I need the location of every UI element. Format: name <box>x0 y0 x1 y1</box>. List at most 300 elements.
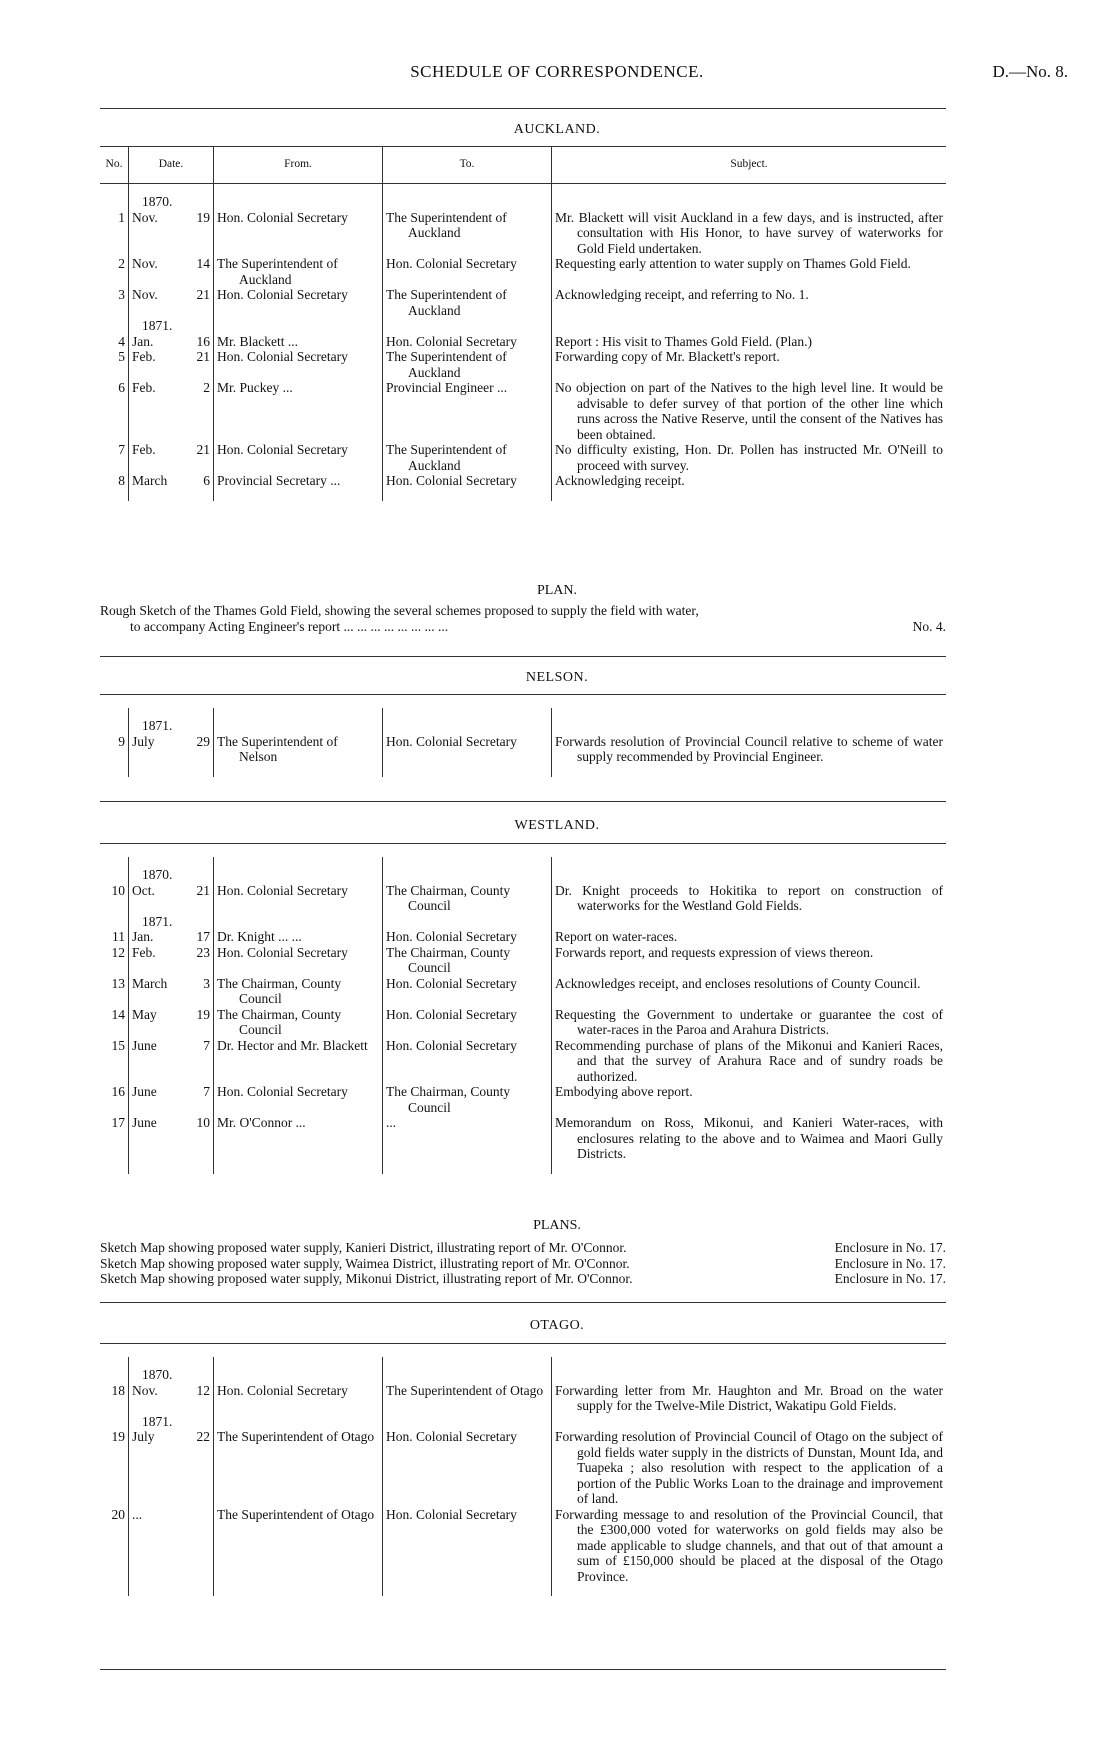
row-from <box>214 945 383 976</box>
year-cell-spacer <box>100 318 129 334</box>
year-cell-spacer <box>214 867 383 883</box>
row-number-text: 4 <box>118 333 125 349</box>
from-text: The Superintendent of Otago <box>217 1429 375 1444</box>
row-date <box>129 929 214 945</box>
date-month: Feb. <box>132 442 156 457</box>
date-day: 16 <box>196 333 210 349</box>
row-number <box>100 210 129 257</box>
date-month: ... <box>132 1506 143 1522</box>
row-number <box>100 442 129 473</box>
row-subject <box>552 473 947 501</box>
row-date <box>129 349 214 380</box>
date-month: Nov. <box>132 287 158 302</box>
section-title-nelson: NELSON. <box>525 670 589 685</box>
date-month: Feb. <box>132 380 156 395</box>
divider <box>100 843 946 844</box>
row-date <box>129 945 214 976</box>
row-subject <box>552 1383 947 1414</box>
year-cell-spacer <box>100 1367 129 1383</box>
date-day: 17 <box>196 929 210 944</box>
date-year: 1871. <box>142 913 173 929</box>
row-from <box>214 883 383 914</box>
spacer-cell <box>552 857 947 867</box>
spacer-cell <box>552 708 947 718</box>
date-month: Nov. <box>132 1382 158 1398</box>
spacer-cell <box>100 1357 129 1367</box>
divider <box>100 656 946 657</box>
to-text: Hon. Colonial Secretary <box>386 975 517 991</box>
date-year: 1870. <box>142 867 173 882</box>
row-subject <box>552 929 947 945</box>
date-month: Jan. <box>132 929 154 944</box>
subject-text: Forwards report, and requests expression of views thereon. <box>555 944 874 960</box>
to-text: The Superintendent of Auckland <box>386 442 507 473</box>
date-wrap <box>132 883 210 899</box>
table-row <box>100 210 946 257</box>
date-month: June <box>132 1115 157 1130</box>
date-month: Nov. <box>132 256 158 271</box>
from-text: Provincial Secretary ... <box>217 473 341 488</box>
plan-title: PLAN. <box>536 583 578 598</box>
row-date <box>129 1383 214 1414</box>
row-number-text: 13 <box>111 975 125 991</box>
row-from <box>214 210 383 257</box>
to-text: The Chairman, County Council <box>386 882 511 913</box>
table-otago <box>100 1357 946 1596</box>
year-cell <box>129 718 214 734</box>
subject-text: Forwarding letter from Mr. Haughton and Mr. Broad on the water supply for the Twelve-Mile District, Wakatipu Gold Fields. <box>555 1382 943 1413</box>
to-text: Hon. Colonial Secretary <box>386 1006 517 1022</box>
row-number-text: 10 <box>111 882 125 898</box>
table-westland <box>100 857 946 1174</box>
row-from <box>214 334 383 350</box>
row-date <box>129 334 214 350</box>
row-to <box>383 1007 552 1038</box>
date-wrap <box>132 734 210 750</box>
divider <box>100 108 946 109</box>
from-text: Mr. Blackett ... <box>217 333 298 349</box>
date-day: 7 <box>203 1037 210 1053</box>
col-header-to: To. <box>383 147 552 184</box>
plan-block <box>100 603 946 634</box>
year-cell <box>129 867 214 883</box>
year-cell-spacer <box>552 914 947 930</box>
row-from <box>214 1007 383 1038</box>
date-month: June <box>132 1037 157 1053</box>
date-day: 19 <box>196 1006 210 1022</box>
row-to <box>383 1383 552 1414</box>
subject-text: Acknowledging receipt, and referring to No. 1. <box>555 287 809 302</box>
year-cell-spacer <box>100 914 129 930</box>
year-cell-spacer <box>383 318 552 334</box>
row-number-text: 12 <box>111 944 125 960</box>
date-wrap <box>132 1115 210 1131</box>
row-number-text: 14 <box>111 1006 125 1022</box>
date-month: March <box>132 473 168 488</box>
row-subject <box>552 976 947 1007</box>
row-from <box>214 1383 383 1414</box>
row-subject <box>552 210 947 257</box>
row-number-text: 9 <box>118 733 125 749</box>
date-wrap <box>132 287 210 303</box>
row-number <box>100 1429 129 1507</box>
from-text: Hon. Colonial Secretary <box>217 1084 348 1099</box>
row-to <box>383 1038 552 1085</box>
spacer-cell <box>100 708 129 718</box>
date-day: 14 <box>196 256 210 271</box>
from-text: The Superintendent of Otago <box>217 1506 375 1522</box>
to-text: Hon. Colonial Secretary <box>386 1429 517 1444</box>
plan-item <box>100 1256 946 1272</box>
spacer-cell <box>214 184 383 195</box>
row-from <box>214 734 383 777</box>
subject-text: Dr. Knight proceeds to Hokitika to report on construction of waterworks for the Westland Gold Fields. <box>555 882 943 913</box>
row-date <box>129 734 214 777</box>
spacer-cell <box>214 857 383 867</box>
to-text: Hon. Colonial Secretary <box>386 1037 517 1053</box>
spacer-cell <box>129 708 214 718</box>
row-from <box>214 929 383 945</box>
divider <box>100 801 946 802</box>
row-date <box>129 1084 214 1115</box>
row-to <box>383 287 552 318</box>
table-row <box>100 349 946 380</box>
row-number-text: 2 <box>118 256 125 271</box>
row-number-text: 16 <box>111 1084 125 1099</box>
plans-title: PLANS. <box>533 1218 581 1233</box>
table-row <box>100 929 946 945</box>
year-row <box>100 718 946 734</box>
plan-item <box>100 1271 946 1287</box>
table-row <box>100 380 946 442</box>
row-number <box>100 976 129 1007</box>
year-cell-spacer <box>214 318 383 334</box>
col-header-from: From. <box>214 147 383 184</box>
date-wrap <box>132 473 210 489</box>
to-text: The Chairman, County Council <box>386 944 511 975</box>
row-date <box>129 1007 214 1038</box>
plan-item-reference: Enclosure in No. 17. <box>834 1240 946 1255</box>
from-text: Hon. Colonial Secretary <box>217 442 348 457</box>
date-day: 19 <box>196 209 210 225</box>
row-subject <box>552 883 947 914</box>
subject-text: Requesting the Government to undertake or guarantee the cost of water-races in the Paroa and Arahura Districts. <box>555 1006 943 1037</box>
date-wrap <box>132 1383 210 1399</box>
to-text: ... <box>386 1115 397 1130</box>
row-subject <box>552 380 947 442</box>
date-month: May <box>132 1006 157 1022</box>
date-year: 1870. <box>142 1367 173 1382</box>
row-subject <box>552 334 947 350</box>
date-wrap <box>132 1038 210 1054</box>
date-day: 2 <box>203 380 210 395</box>
year-row <box>100 1414 946 1430</box>
table-row <box>100 1115 946 1174</box>
date-wrap <box>132 1429 210 1445</box>
spacer-cell <box>100 184 129 195</box>
row-subject <box>552 256 947 287</box>
plan-item-text: Sketch Map showing proposed water supply, Waimea District, illustrating report of Mr. O'Connor. <box>100 1255 630 1271</box>
year-cell-spacer <box>383 914 552 930</box>
date-day: 23 <box>196 944 210 960</box>
row-date <box>129 256 214 287</box>
spacer-cell <box>214 1357 383 1367</box>
date-day: 29 <box>196 733 210 749</box>
row-number-text: 15 <box>111 1037 125 1053</box>
date-month: July <box>132 733 155 749</box>
row-to <box>383 380 552 442</box>
to-text: Hon. Colonial Secretary <box>386 333 517 349</box>
subject-text: Recommending purchase of plans of the Mikonui and Kanieri Races, and that the survey of Arahura Race and of sundry roads be authorized. <box>555 1037 943 1084</box>
row-to <box>383 256 552 287</box>
date-day: 6 <box>203 473 210 488</box>
section-title-otago: OTAGO. <box>529 1318 585 1333</box>
row-from <box>214 976 383 1007</box>
page-reference: D.—No. 8. <box>992 62 1068 81</box>
row-number <box>100 334 129 350</box>
row-number <box>100 473 129 501</box>
row-number-text: 17 <box>111 1115 125 1130</box>
table-row <box>100 473 946 501</box>
row-date <box>129 210 214 257</box>
plan-item-text: Sketch Map showing proposed water supply, Kanieri District, illustrating report of Mr. O'Connor. <box>100 1240 627 1255</box>
year-row <box>100 1367 946 1383</box>
row-from <box>214 1084 383 1115</box>
row-number-text: 5 <box>118 349 125 364</box>
table-row <box>100 883 946 914</box>
row-date <box>129 976 214 1007</box>
date-day: 3 <box>203 975 210 991</box>
row-number <box>100 1383 129 1414</box>
date-wrap <box>132 1007 210 1023</box>
from-text: Hon. Colonial Secretary <box>217 349 348 364</box>
divider <box>100 1302 946 1303</box>
row-to <box>383 349 552 380</box>
row-number-text: 11 <box>112 929 125 944</box>
table-row <box>100 1084 946 1115</box>
date-wrap <box>132 929 210 945</box>
row-number-text: 6 <box>118 380 125 395</box>
table-auckland <box>100 147 946 501</box>
year-cell <box>129 1414 214 1430</box>
row-from <box>214 442 383 473</box>
row-to <box>383 1507 552 1597</box>
date-year: 1871. <box>142 718 173 733</box>
section-title-auckland: AUCKLAND. <box>513 122 601 137</box>
table-row <box>100 945 946 976</box>
row-from <box>214 256 383 287</box>
date-day: 21 <box>196 882 210 898</box>
date-month: July <box>132 1429 155 1444</box>
section-title-westland: WESTLAND. <box>514 818 600 833</box>
spacer-cell <box>100 857 129 867</box>
row-to <box>383 1084 552 1115</box>
subject-text: Forwards resolution of Provincial Council relative to scheme of water supply recommended by Provincial Engineer. <box>555 733 943 764</box>
plan-item-text: Sketch Map showing proposed water supply, Mikonui District, illustrating report of Mr. O'Connor. <box>100 1271 633 1286</box>
to-text: Hon. Colonial Secretary <box>386 733 517 749</box>
row-from <box>214 349 383 380</box>
row-subject <box>552 1084 947 1115</box>
year-cell-spacer <box>552 1414 947 1430</box>
row-number-text: 20 <box>111 1506 125 1522</box>
table-row <box>100 287 946 318</box>
to-text: Provincial Engineer ... <box>386 380 508 395</box>
table-row <box>100 1038 946 1085</box>
table-row <box>100 442 946 473</box>
row-number <box>100 1038 129 1085</box>
year-cell-spacer <box>214 1414 383 1430</box>
from-text: Dr. Hector and Mr. Blackett <box>217 1037 368 1053</box>
row-to <box>383 1429 552 1507</box>
table-row <box>100 334 946 350</box>
table-row <box>100 1007 946 1038</box>
date-year: 1871. <box>142 318 173 333</box>
year-cell-spacer <box>383 1414 552 1430</box>
subject-text: Memorandum on Ross, Mikonui, and Kanieri Water-races, with enclosures relating to the above and to Waimea and Maori Gully Districts. <box>555 1115 943 1161</box>
year-cell-spacer <box>214 1367 383 1383</box>
from-text: Dr. Knight ... ... <box>217 929 302 944</box>
row-subject <box>552 1007 947 1038</box>
row-subject <box>552 945 947 976</box>
spacer-cell <box>383 184 552 195</box>
to-text: Hon. Colonial Secretary <box>386 473 517 488</box>
row-number <box>100 349 129 380</box>
plan-item <box>100 1240 946 1256</box>
subject-text: Mr. Blackett will visit Auckland in a few days, and is instructed, after consultation with His Honor, to have survey of waterworks for Gold Field undertaken. <box>555 209 943 256</box>
to-text: The Superintendent of Auckland <box>386 349 507 380</box>
row-from <box>214 1038 383 1085</box>
row-subject <box>552 1429 947 1507</box>
subject-text: Report on water-races. <box>555 929 678 944</box>
row-to <box>383 883 552 914</box>
date-wrap <box>132 334 210 350</box>
date-day: 7 <box>203 1084 210 1099</box>
subject-text: Forwarding resolution of Provincial Council of Otago on the subject of gold fields water supply in the districts of Dunstan, Mount Ida, and Tuapeka ; also resolution with respect to the application of a portion of the Public Works Loan to the drainage and improvement of land. <box>555 1429 943 1506</box>
year-cell <box>129 1367 214 1383</box>
row-subject <box>552 1115 947 1174</box>
subject-text: Report : His visit to Thames Gold Field. (Plan.) <box>555 333 812 349</box>
from-text: Hon. Colonial Secretary <box>217 944 348 960</box>
table-row <box>100 734 946 777</box>
date-month: Nov. <box>132 209 158 225</box>
col-header-subject: Subject. <box>552 147 947 184</box>
row-date <box>129 1507 214 1597</box>
year-cell-spacer <box>552 867 947 883</box>
from-text: Hon. Colonial Secretary <box>217 882 348 898</box>
year-cell-spacer <box>100 194 129 210</box>
date-wrap <box>132 380 210 396</box>
plan-item-reference: Enclosure in No. 17. <box>834 1255 946 1271</box>
to-text: The Superintendent of Auckland <box>386 209 507 240</box>
date-month: June <box>132 1084 157 1099</box>
row-number <box>100 945 129 976</box>
year-cell-spacer <box>552 1367 947 1383</box>
row-number <box>100 1007 129 1038</box>
row-from <box>214 1507 383 1597</box>
date-wrap <box>132 210 210 226</box>
row-number <box>100 883 129 914</box>
year-cell <box>129 914 214 930</box>
row-from <box>214 380 383 442</box>
date-wrap <box>132 442 210 458</box>
row-number-text: 7 <box>118 442 125 457</box>
row-to <box>383 734 552 777</box>
year-cell-spacer <box>100 1414 129 1430</box>
from-text: The Chairman, County Council <box>217 1006 342 1037</box>
table-row <box>100 1507 946 1597</box>
table-row <box>100 1429 946 1507</box>
from-text: Hon. Colonial Secretary <box>217 209 348 225</box>
spacer-cell <box>383 708 552 718</box>
to-text: The Superintendent of Otago <box>386 1382 544 1398</box>
to-text: The Superintendent of Auckland <box>386 287 507 318</box>
row-from <box>214 1115 383 1174</box>
date-month: Feb. <box>132 349 156 364</box>
date-wrap <box>132 1084 210 1100</box>
from-text: The Superintendent of Auckland <box>217 256 338 287</box>
from-text: The Chairman, County Council <box>217 975 342 1006</box>
row-subject <box>552 734 947 777</box>
table-row <box>100 1383 946 1414</box>
row-from <box>214 1429 383 1507</box>
date-wrap <box>132 945 210 961</box>
row-to <box>383 334 552 350</box>
date-wrap <box>132 349 210 365</box>
date-day: 21 <box>196 442 210 457</box>
date-year: 1870. <box>142 194 173 209</box>
subject-text: Acknowledges receipt, and encloses resolutions of County Council. <box>555 975 921 991</box>
year-row <box>100 194 946 210</box>
row-from <box>214 473 383 501</box>
year-cell <box>129 194 214 210</box>
from-text: Hon. Colonial Secretary <box>217 287 348 302</box>
page-title: SCHEDULE OF CORRESPONDENCE. <box>410 62 704 81</box>
table-nelson <box>100 708 946 777</box>
date-year: 1871. <box>142 1413 173 1429</box>
date-day: 21 <box>196 349 210 364</box>
spacer-cell <box>383 857 552 867</box>
from-text: Mr. O'Connor ... <box>217 1115 306 1130</box>
col-header-date: Date. <box>129 147 214 184</box>
row-subject <box>552 349 947 380</box>
date-wrap <box>132 1507 210 1523</box>
date-wrap <box>132 256 210 272</box>
spacer-cell <box>214 708 383 718</box>
subject-text: No difficulty existing, Hon. Dr. Pollen has instructed Mr. O'Neill to proceed with survey. <box>555 442 943 473</box>
row-date <box>129 442 214 473</box>
row-number <box>100 256 129 287</box>
row-subject <box>552 287 947 318</box>
spacer-cell <box>129 857 214 867</box>
year-cell-spacer <box>100 867 129 883</box>
row-to <box>383 945 552 976</box>
divider <box>100 694 946 695</box>
row-date <box>129 473 214 501</box>
row-date <box>129 380 214 442</box>
row-number <box>100 1115 129 1174</box>
year-cell-spacer <box>383 1367 552 1383</box>
date-month: Feb. <box>132 944 156 960</box>
spacer-cell <box>129 184 214 195</box>
row-to <box>383 473 552 501</box>
subject-text: No objection on part of the Natives to the high level line. It would be advisable to defer survey of that portion of the other line which runs across the Native Reserve, until the consent of the Natives has been obtained. <box>555 380 943 442</box>
year-cell-spacer <box>383 867 552 883</box>
to-text: Hon. Colonial Secretary <box>386 256 517 271</box>
row-number <box>100 1084 129 1115</box>
row-number <box>100 734 129 777</box>
year-cell-spacer <box>214 718 383 734</box>
year-cell-spacer <box>552 194 947 210</box>
